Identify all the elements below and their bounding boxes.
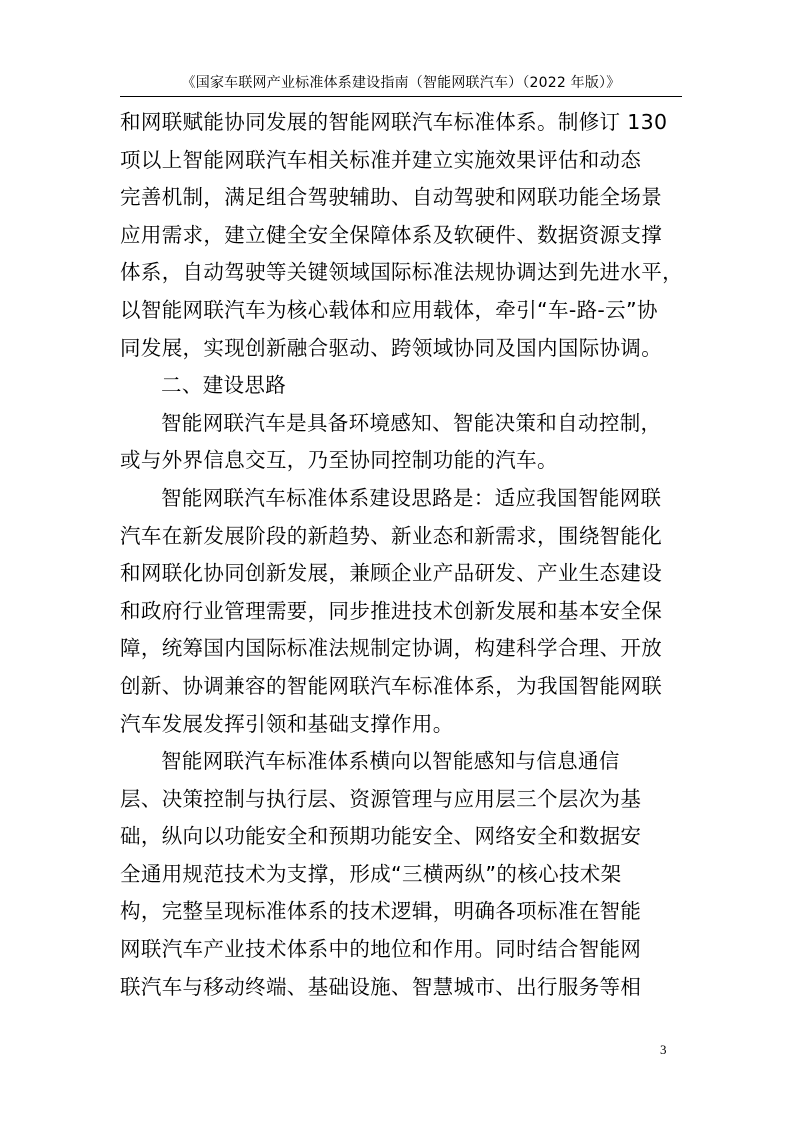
text-line: 础，纵向以功能安全和预期功能安全、网络安全和数据安 (120, 824, 642, 849)
text-line: 和网联化协同创新发展，兼顾企业产品研发、产业生态建设 (120, 561, 663, 586)
text-line: 全通用规范技术为支撑，形成“三横两纵”的核心技术架 (120, 861, 622, 886)
text-line: 层、决策控制与执行层、资源管理与应用层三个层次为基 (120, 786, 642, 811)
text-line: 完善机制，满足组合驾驶辅助、自动驾驶和网联功能全场景 (120, 185, 663, 210)
page-number: 3 (660, 1042, 667, 1057)
text-line: 或与外界信息交互，乃至协同控制功能的汽车。 (120, 448, 558, 473)
text-line: 应用需求，建立健全安全保障体系及软硬件、数据资源支撑 (120, 222, 663, 247)
text-line: 项以上智能网联汽车相关标准并建立实施效果评估和动态 (120, 147, 642, 172)
body-text (120, 104, 690, 1006)
paragraph-first-line: 智能网联汽车是具备环境感知、智能决策和自动控制， (161, 410, 662, 435)
paragraph-first-line: 智能网联汽车标准体系建设思路是：适应我国智能网联 (161, 485, 662, 510)
text-line: 以智能网联汽车为核心载体和应用载体，牵引“车-路-云”协 (120, 297, 658, 322)
text-line: 障，统筹国内国际标准法规制定协调，构建科学合理、开放 (120, 636, 663, 661)
text-line: 同发展，实现创新融合驱动、跨领域协同及国内国际协调。 (120, 335, 663, 360)
text-line: 构，完整呈现标准体系的技术逻辑，明确各项标准在智能 (120, 899, 642, 924)
text-line: 和网联赋能协同发展的智能网联汽车标准体系。制修订 130 (120, 110, 668, 134)
text-line: 网联汽车产业技术体系中的地位和作用。同时结合智能网 (120, 937, 642, 962)
text-line: 创新、协调兼容的智能网联汽车标准体系，为我国智能网联 (120, 673, 663, 698)
section-heading: 二、建设思路 (161, 373, 287, 398)
text-line: 体系，自动驾驶等关键领域国际标准法规协调达到先进水平， (120, 260, 683, 285)
text-line: 和政府行业管理需要，同步推进技术创新发展和基本安全保 (120, 598, 663, 623)
header-rule (120, 96, 682, 97)
text-line: 汽车发展发挥引领和基础支撑作用。 (120, 711, 454, 736)
text-line: 汽车在新发展阶段的新趋势、新业态和新需求，围绕智能化 (120, 523, 663, 548)
text-line: 联汽车与移动终端、基础设施、智慧城市、出行服务等相 (120, 974, 642, 999)
paragraph-first-line: 智能网联汽车标准体系横向以智能感知与信息通信 (161, 749, 620, 774)
running-header: 《国家车联网产业标准体系建设指南（智能网联汽车）（2022 年版）》 (181, 75, 621, 91)
